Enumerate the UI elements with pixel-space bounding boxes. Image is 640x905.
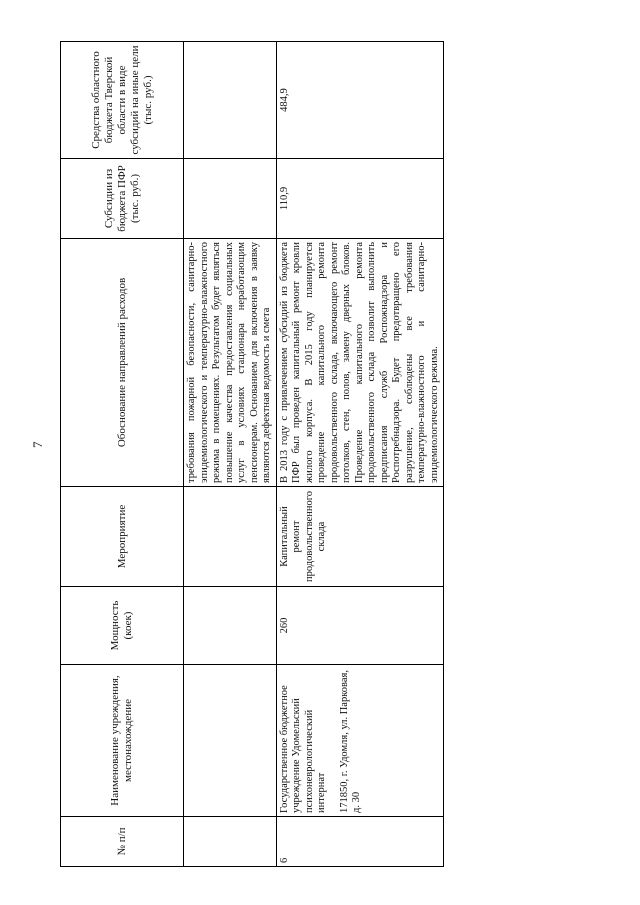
cell-capacity — [184, 587, 277, 665]
cell-name-text: Государственное бюджетное учреждение Удомельский психоневрологический интернат — [278, 685, 327, 813]
cell-name — [184, 665, 277, 817]
rotated-page — [60, 42, 613, 867]
cell-name — [276, 665, 444, 817]
page-number: 7 — [30, 441, 45, 448]
cell-regional: 484,9 — [276, 42, 444, 159]
header-name: Наименование учреждения, местонахождение — [61, 665, 184, 817]
cell-pfr — [184, 159, 277, 239]
table-row — [276, 42, 444, 867]
cell-num — [184, 817, 277, 867]
cell-justification: В 2013 году с привлечением субсидий из бюджета ПФР был проведен капитальный ремонт кровли жилого корпуса. В 2015 году планируется проведение капитального ремонта продовольственного склада, включающего ремонт потолков, стен, полов, замену дверных блоков. Проведение капитального ремонта продовольственного склада позволит выполнить предписания служб Роспожнадзора и Роспотребнадзора. Будет предотвращено его разрушение, соблюдены все требования температурно-влажностного и санитарно-эпидемиологического режима. — [276, 239, 444, 487]
header-regional: Средства областного бюджета Тверской области в виде субсидий на иные цели (тыс. руб.) — [61, 42, 184, 159]
cell-num: 6 — [276, 817, 444, 867]
expense-table — [60, 41, 444, 867]
header-pfr: Субсидии из бюджета ПФР (тыс. руб.) — [61, 159, 184, 239]
table-header-row — [61, 42, 184, 867]
cell-event — [184, 487, 277, 587]
cell-event: Капитальный ремонт продовольственного склада — [276, 487, 444, 587]
cell-pfr: 110,9 — [276, 159, 444, 239]
cell-justification: требования пожарной безопасности, санитарно-эпидемиологического и температурно-влажностного режима в помещениях. Результатом будет являться повышение качества предоставления социальных услуг в условиях стационара неработающим пенсионерам. Основанием для включения в заявку являются дефектная ведомость и смета — [184, 239, 277, 487]
header-event: Мероприятие — [61, 487, 184, 587]
table-row — [184, 42, 277, 867]
header-justification: Обоснование направлений расходов — [61, 239, 184, 487]
cell-capacity: 260 — [276, 587, 444, 665]
cell-regional — [184, 42, 277, 159]
header-capacity: Мощность (коек) — [61, 587, 184, 665]
header-num: № п/п — [61, 817, 184, 867]
cell-name-address: 171850, г. Удомля, ул. Парковая, д. 30 — [338, 670, 362, 813]
